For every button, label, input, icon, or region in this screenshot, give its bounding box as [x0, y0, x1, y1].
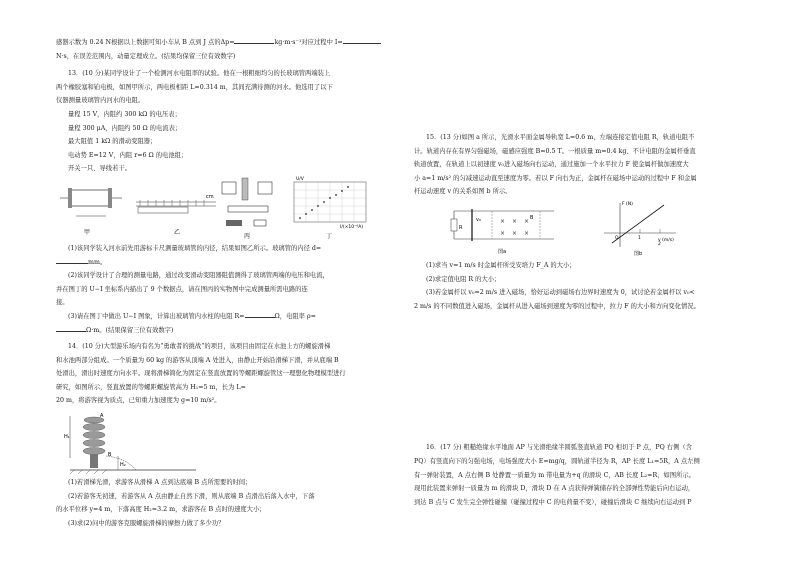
q16-line: 到达 B 点与 C 发生完全弹性碰撞（碰撞过程中 C 的电荷量不变），碰撞后滑块 C 继续向右运动到 P [414, 498, 692, 506]
q14-line: 处滑出，滑出时速度方向水平。现将滑梯简化为固定在竖直放置的等螺距螺旋管这一理想化物理模型进行 [56, 370, 346, 378]
v0-label: v₀ [476, 216, 481, 223]
origin-label: O [615, 235, 619, 241]
continued-text: 感器示数为 0.24 N根据以上数据可知小车从 B 点到 J 点的Δp= kg·m·s⁻¹对应过程中 I= [56, 36, 392, 50]
q14-line: 14．(10 分)大型游乐场内有名为“勇敢者的挑战”的项目，该项目由固定在水池上方的螺旋滑梯 [68, 343, 331, 351]
q16-line: 现用此装置来弹射一质量为 m 的滑块 D，滑块 D 在 A 点获得弹簧储存的全部弹性势能后向右运动， [414, 485, 695, 493]
q14-sub: (2)若游客无初速，若游客从 A 点由静止自然下滑，则从底端 B 点滑出后落入水中，下落 [68, 492, 315, 500]
q13-sub2: 接。 [56, 299, 69, 307]
vernier-figure [136, 194, 216, 236]
q14-sub: (3)求(2)问中的游客克服螺旋滑梯的摩擦力做了多少功？ [68, 519, 225, 527]
q13-sub2: 并在图丁的 U−I 坐标系内描出了 9 个数据点，请在图丙的实物图中完成测量所需电路的连 [56, 285, 308, 293]
fig-label-ding: 丁 [326, 232, 333, 240]
svg-text:×: × [512, 229, 518, 237]
tube-figure [60, 188, 122, 236]
h2-label: H₂ [120, 462, 126, 469]
q13-sub2: (2)该同学设计了合理的测量电路，通过改变滑动变阻器阻值测得了玻璃管两端的电压和电流， [68, 272, 329, 280]
question-14 [56, 340, 392, 530]
tick-1-label: 1 [638, 235, 641, 241]
ui-graph-figure [294, 176, 366, 240]
fig-label-jia: 甲 [84, 228, 91, 236]
svg-text:×: × [500, 229, 506, 237]
q13-sub3-end: Ω·m。(结果保留三位有效数字) [56, 324, 392, 338]
q13-item: 最大阻值 1 kΩ 的滑动变阻器； [68, 138, 157, 146]
h1-label: H₁ [64, 434, 70, 441]
q13-line: 两个橡胶塞和铂电极，如图甲所示，两电极相距 L=0.314 m，其间充满待测的河水。他选用了以下 [56, 83, 333, 91]
q16-line: 16．(17 分) 粗糙绝缘水平地面 AP 与光滑绝缘半圆弧竖直轨道 PQ 相切于 P 点，PQ 右侧（含 [426, 444, 692, 452]
question-16 [414, 441, 750, 509]
q15-sub: 2 m/s 的不同数值进入磁场，金属杆从进入磁场到速度为零的过程中，拉力 F 的大小和方向变化情况。 [414, 302, 700, 310]
field-b-label: B [530, 214, 534, 221]
q13-sub1-end: mm。 [56, 256, 392, 270]
q14-sub: 的水平位移 y=4 m，下落高度 H₂=3.2 m，求游客在 B 点时的速度大小； [56, 506, 266, 514]
slide-figure [56, 408, 392, 476]
q14-line: 研究，如图所示，竖直放置的等螺距螺旋管高为 H₁=5 m，长为 L= [56, 383, 246, 391]
question-15 [414, 131, 750, 313]
left-column [56, 0, 392, 530]
q13-item: 开关一只、导线若干。 [68, 165, 131, 173]
circuit-figure [222, 178, 272, 240]
q16-line: PQ）有竖直向下的匀强电场，电场强度大小 E=mg/q，圆轨道半径为 R，AP 长度 L₁=5R，A 点左侧 [414, 457, 700, 465]
q13-sub3: (3)请在图丁中做出 U−I 图象，计算出玻璃管内水柱的电阻 R= Ω，电阻率 ρ= [68, 312, 316, 320]
fig-label-yi: 乙 [174, 228, 181, 236]
resistor-label: R [459, 224, 463, 231]
q14-sub: (1)若滑梯光滑，求游客从滑梯 A 点到达底端 B 点所需要的时间； [68, 479, 252, 487]
q13-line: 仪器测量玻璃管内河水的电阻。 [56, 97, 145, 105]
q14-line: 20 m，将游客视为质点，已知重力加速度为 g=10 m/s²。 [56, 397, 221, 405]
svg-text:×: × [500, 217, 506, 225]
fig-caption-a: 图a [498, 248, 507, 255]
q13-item: 量程 300 μA，内阻约 50 Ω 的电流表； [68, 124, 182, 132]
q13-figure-svg [56, 176, 392, 242]
q13-line: 13．(10 分)某同学设计了一个检测河水电阻率的试验。他在一根粗细均匀的长玻璃管两端装上 [68, 70, 331, 78]
q15-sub: (1)求当 v=1 m/s 时金属杆所受安培力 F_A 的大小； [426, 261, 576, 269]
f-axis-label: F (N) [622, 201, 633, 207]
right-column [414, 0, 750, 509]
point-b-label: B [108, 452, 112, 459]
q15-line: 轨道放置，在轨道上以初速度 v₀进入磁场向右运动，通过施加一个水平拉力 F 使金属杆做加速度大 [414, 161, 689, 169]
q13-sub1: (1)该同学装入河水前先用游标卡尺测量玻璃管的内径，结果如图乙所示。玻璃管的内径 d= [68, 244, 322, 252]
q15-sub: (3)若金属杆以 v₀=2 m/s 进入磁场，恰好运动到磁场右边界时速度为 0，试讨论若金属杆以 v₀< [426, 289, 695, 297]
q15-figures [414, 199, 750, 259]
q15-line: 计。轨道内存在有界匀强磁场，磁感应强度 B=0.5 T。一根质量 m=0.4 kg、不计电阻的金属杆垂直 [414, 147, 696, 155]
question-13 [56, 67, 392, 337]
fig-label-bing: 丙 [244, 232, 251, 240]
svg-text:×: × [524, 217, 530, 225]
q15-figure-svg [414, 199, 750, 259]
q15-line: 15．(13 分)如图 a 所示，光滑水平面金属导轨宽 L=0.6 m，左端连接定值电阻 R，轨道电阻不 [426, 134, 695, 141]
q14-line: 和水池两部分组成。一个质量为 60 kg 的游客从顶端 A 处进入，由静止开始沿滑梯下滑，并从底端 B [56, 356, 339, 364]
q13-item: 量程 15 V，内阻约 300 kΩ 的电压表； [68, 110, 181, 118]
continued-text-end: N·s，在误差范围内，动量定理成立。(结果均保留三位有效数字) [56, 52, 236, 60]
cm-label: cm [206, 193, 214, 200]
fv-graph-figure [604, 201, 676, 257]
rail-figure [451, 209, 554, 255]
q15-line: 小 a=1 m/s² 的匀减速运动直至速度为零。若以 F 向右为正，金属杆在磁场中运动的过程中 F 和金属 [414, 174, 697, 182]
q13-figures [56, 176, 392, 242]
graph-x-label: I/(×10⁻⁶A) [340, 224, 364, 230]
slide-figure-svg [56, 408, 216, 476]
svg-text:×: × [524, 229, 530, 237]
v-axis-label: v (m/s) [658, 237, 674, 243]
fig-caption-b: 图b [634, 250, 643, 257]
point-a-label: A [100, 413, 104, 420]
q16-line: 有一弹射装置，A 点右侧 B 处静置一质量为 m 带电量为+q 的滑块 C，AB 长度 L₂=R，如图所示。 [414, 471, 695, 479]
q15-sub: (2)求定值电阻 R 的大小； [426, 275, 501, 283]
svg-text:×: × [512, 217, 518, 225]
q15-line: 杆运动速度 v 的关系如图 b 所示。 [414, 188, 512, 196]
q13-item: 电动势 E=12 V，内阻 r=6 Ω 的电池组； [68, 151, 188, 159]
graph-y-label: U/V [296, 176, 304, 182]
tick-2-label: 2 [658, 241, 661, 247]
